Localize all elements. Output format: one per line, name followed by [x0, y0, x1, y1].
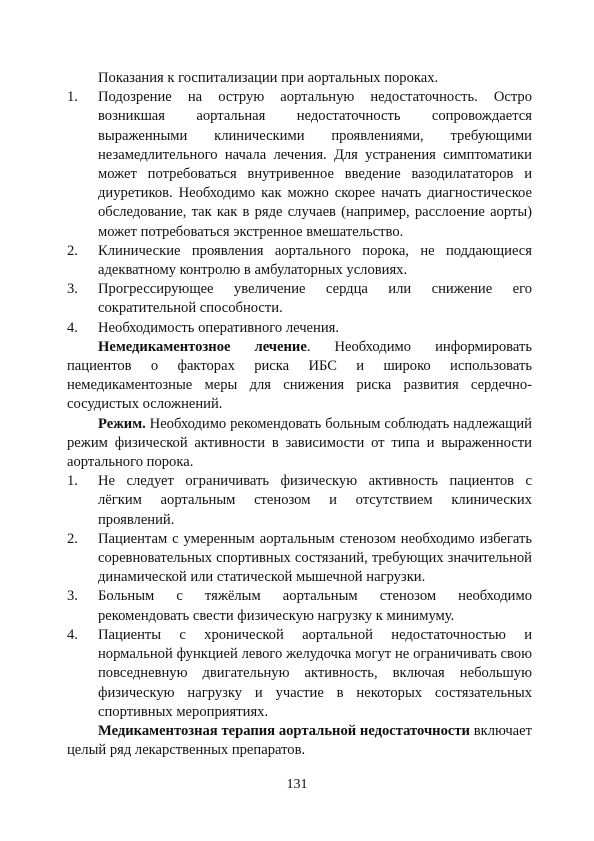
regime-list — [67, 472, 532, 722]
list-item-text: Подозрение на острую аортальную недостаточность. Остро возникшая аортальная недостаточность сопровождается выраженными клиническими проявлениями, требующими незамедлительного начала лечения. Для устранения симптоматики может потребоваться внутривенное введение вазодилататоров и диуретиков. Необходимо как можно скорее начать диагностическое обследование, так как в ряде случаев (например, расслоение аорты) может потребоваться экстренное вмешательство. — [98, 89, 532, 240]
drug-therapy-title: Медикаментозная терапия аортальной недостаточности — [98, 722, 470, 739]
list-item-text: Не следует ограничивать физическую активность пациентов с лёгким аортальным стенозом и отсутствием клинических проявлений. — [98, 473, 532, 528]
list-item — [67, 88, 532, 242]
list-item — [67, 319, 532, 338]
list-item-number: 2. — [67, 530, 78, 547]
drug-therapy-text: включает целый ряд лекарственных препаратов. — [67, 722, 532, 759]
list-item-number: 2. — [67, 242, 78, 259]
list-item — [67, 242, 532, 280]
hospitalization-heading: Показания к госпитализации при аортальных пороках. — [98, 70, 439, 86]
list-item-text: Больным с тяжёлым аортальным стенозом необходимо рекомендовать свести физическую нагрузку к минимуму. — [98, 588, 532, 624]
nondrug-paragraph — [67, 338, 532, 415]
list-item-text: Пациенты с хронической аортальной недостаточностью и нормальной функцией левого желудочка могут не ограничивать свою повседневную двигательную активность, включая небольшую физическую нагрузку и участие в некоторых состязательных спортивных мероприятиях. — [98, 626, 532, 720]
nondrug-text: . Необходимо информировать пациентов о факторах риска ИБС и широко использовать немедикаментозные меры для снижения риска развития сердечно-сосудистых осложнений. — [67, 338, 532, 413]
list-item-number: 3. — [67, 588, 78, 605]
list-item — [67, 280, 532, 318]
list-item — [67, 472, 532, 530]
list-item-text: Необходимость оперативного лечения. — [98, 319, 340, 336]
drug-therapy-paragraph — [67, 722, 532, 760]
list-item-text: Клинические проявления аортального порока, не поддающиеся адекватному контролю в амбулаторных условиях. — [98, 242, 532, 279]
list-item-text: Пациентам с умеренным аортальным стенозом необходимо избегать соревновательных спортивных состязаний, требующих значительной динамической или статической мышечной нагрузки. — [98, 530, 532, 586]
regime-paragraph — [67, 415, 532, 473]
list-item-number: 1. — [67, 473, 78, 490]
regime-text: Необходимо рекомендовать больным соблюдать надлежащий режим физической активности в зависимости от типа и выраженности аортального порока. — [67, 415, 532, 471]
page-content — [67, 69, 532, 760]
list-item — [67, 530, 532, 588]
list-item-number: 4. — [67, 626, 78, 643]
nondrug-title: Немедикаментозное лечение — [98, 338, 307, 355]
list-item-text: Прогрессирующее увеличение сердца или снижение его сократительной способности. — [98, 281, 532, 317]
list-item-number: 1. — [67, 89, 78, 106]
list-item — [67, 626, 532, 722]
regime-title: Режим. — [98, 415, 146, 432]
page-number: 131 — [286, 777, 308, 792]
list-item-number: 3. — [67, 281, 78, 298]
list-item — [67, 587, 532, 625]
hospitalization-list — [67, 88, 532, 338]
list-item-number: 4. — [67, 319, 78, 336]
